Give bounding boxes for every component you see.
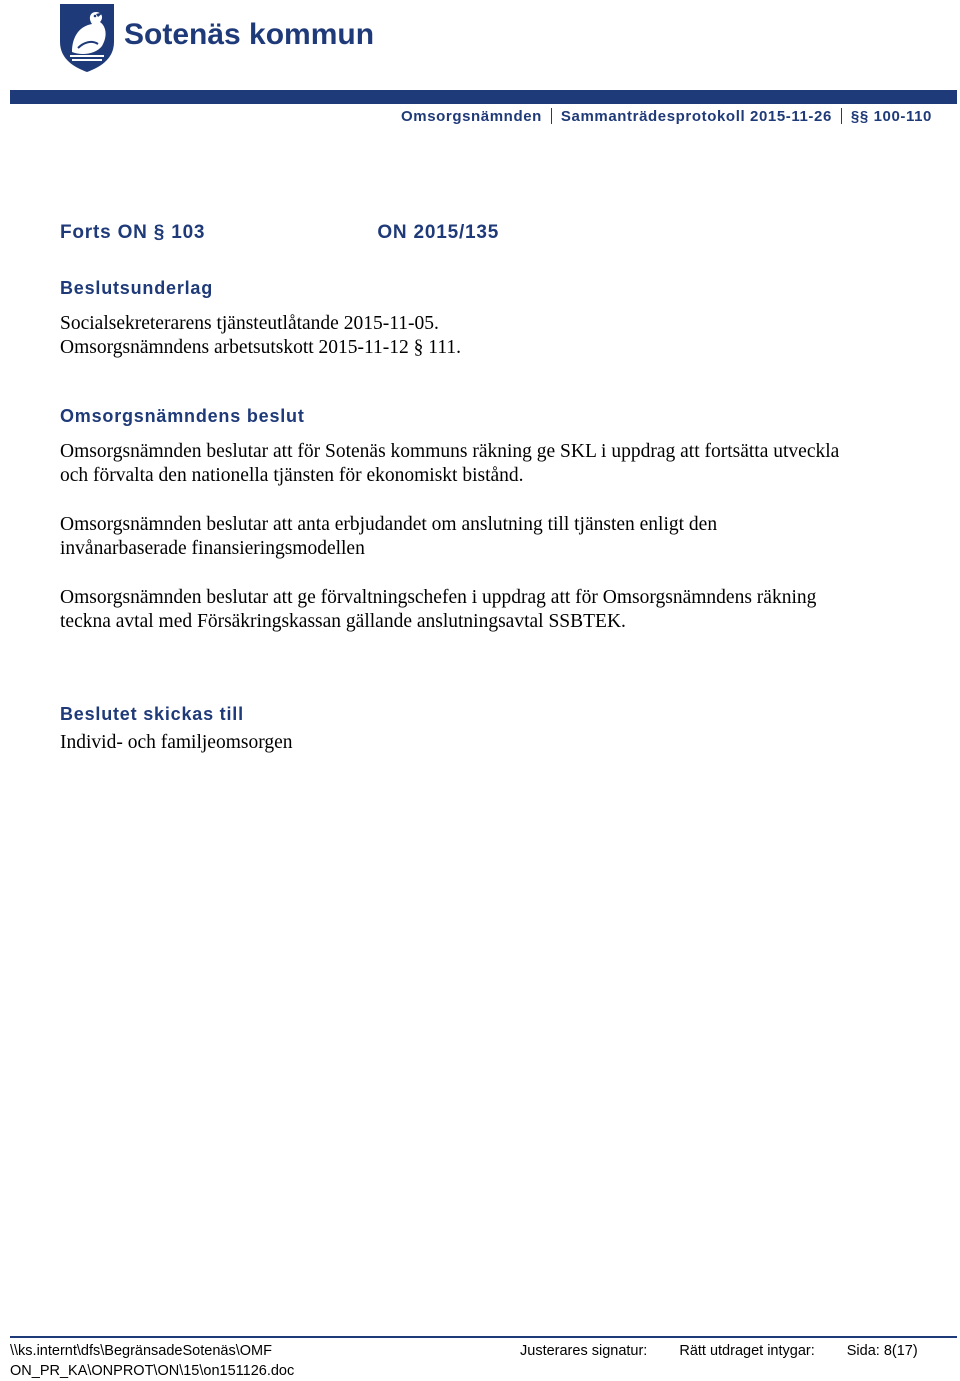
decision-basis xyxy=(60,312,461,360)
file-path-line: \\ks.internt\dfs\BegränsadeSotenäs\OMF xyxy=(10,1343,272,1359)
file-path xyxy=(10,1341,294,1381)
page-number: Sida: 8(17) xyxy=(846,1343,918,1359)
section-heading-skickas: Beslutet skickas till xyxy=(60,704,244,724)
footer-divider xyxy=(10,1336,957,1338)
logo-wordmark: Sotenäs kommun xyxy=(124,18,375,51)
protocol-header xyxy=(401,108,932,125)
footer-signatures xyxy=(520,1341,918,1361)
meeting-date: 2015-11-26 xyxy=(750,108,832,125)
section-heading-beslutsunderlag: Beslutsunderlag xyxy=(60,278,214,298)
sotenas-logo xyxy=(58,2,388,74)
committee-name: Omsorgsnämnden xyxy=(400,108,542,125)
case-number: ON 2015/135 xyxy=(377,222,500,243)
decision-paragraph xyxy=(60,440,839,488)
header-divider xyxy=(551,108,552,124)
shield-duck-icon xyxy=(60,4,114,72)
signature-label: Justerares signatur: xyxy=(520,1343,648,1359)
paragraph-line: Omsorgsnämnden beslutar att ge förvaltningschefen i uppdrag att för Omsorgsnämndens räkning xyxy=(60,587,817,608)
basis-line: Omsorgsnämndens arbetsutskott 2015-11-12 § 111. xyxy=(60,337,461,358)
paragraph-line: invånarbaserade finansieringsmodellen xyxy=(60,538,365,559)
paragraph-range: §§ 100-110 xyxy=(850,108,932,125)
certification-label: Rätt utdraget intygar: xyxy=(679,1343,815,1359)
header-divider xyxy=(841,108,842,124)
case-heading xyxy=(60,222,499,244)
recipient: Individ- och familjeomsorgen xyxy=(60,732,293,753)
paragraph-line: och förvalta den nationella tjänsten för ekonomiskt bistånd. xyxy=(60,465,524,486)
section-heading-beslut: Omsorgsnämndens beslut xyxy=(60,406,305,426)
paragraph-line: teckna avtal med Försäkringskassan gällande anslutningsavtal SSBTEK. xyxy=(60,611,626,632)
paragraph-line: Omsorgsnämnden beslutar att för Sotenäs kommuns räkning ge SKL i uppdrag att fortsätta utveckla xyxy=(60,441,840,462)
document-type: Sammanträdesprotokoll xyxy=(560,108,746,125)
decision-paragraph xyxy=(60,513,717,561)
case-continuation: Forts ON § 103 xyxy=(60,222,206,243)
file-path-line: ON_PR_KA\ONPROT\ON\15\on151126.doc xyxy=(10,1363,295,1379)
paragraph-line: Omsorgsnämnden beslutar att anta erbjudandet om anslutning till tjänsten enligt den xyxy=(60,514,718,535)
header-bar xyxy=(10,90,957,104)
decision-paragraph xyxy=(60,586,816,634)
basis-line: Socialsekreterarens tjänsteutlåtande 2015-11-05. xyxy=(60,313,439,334)
